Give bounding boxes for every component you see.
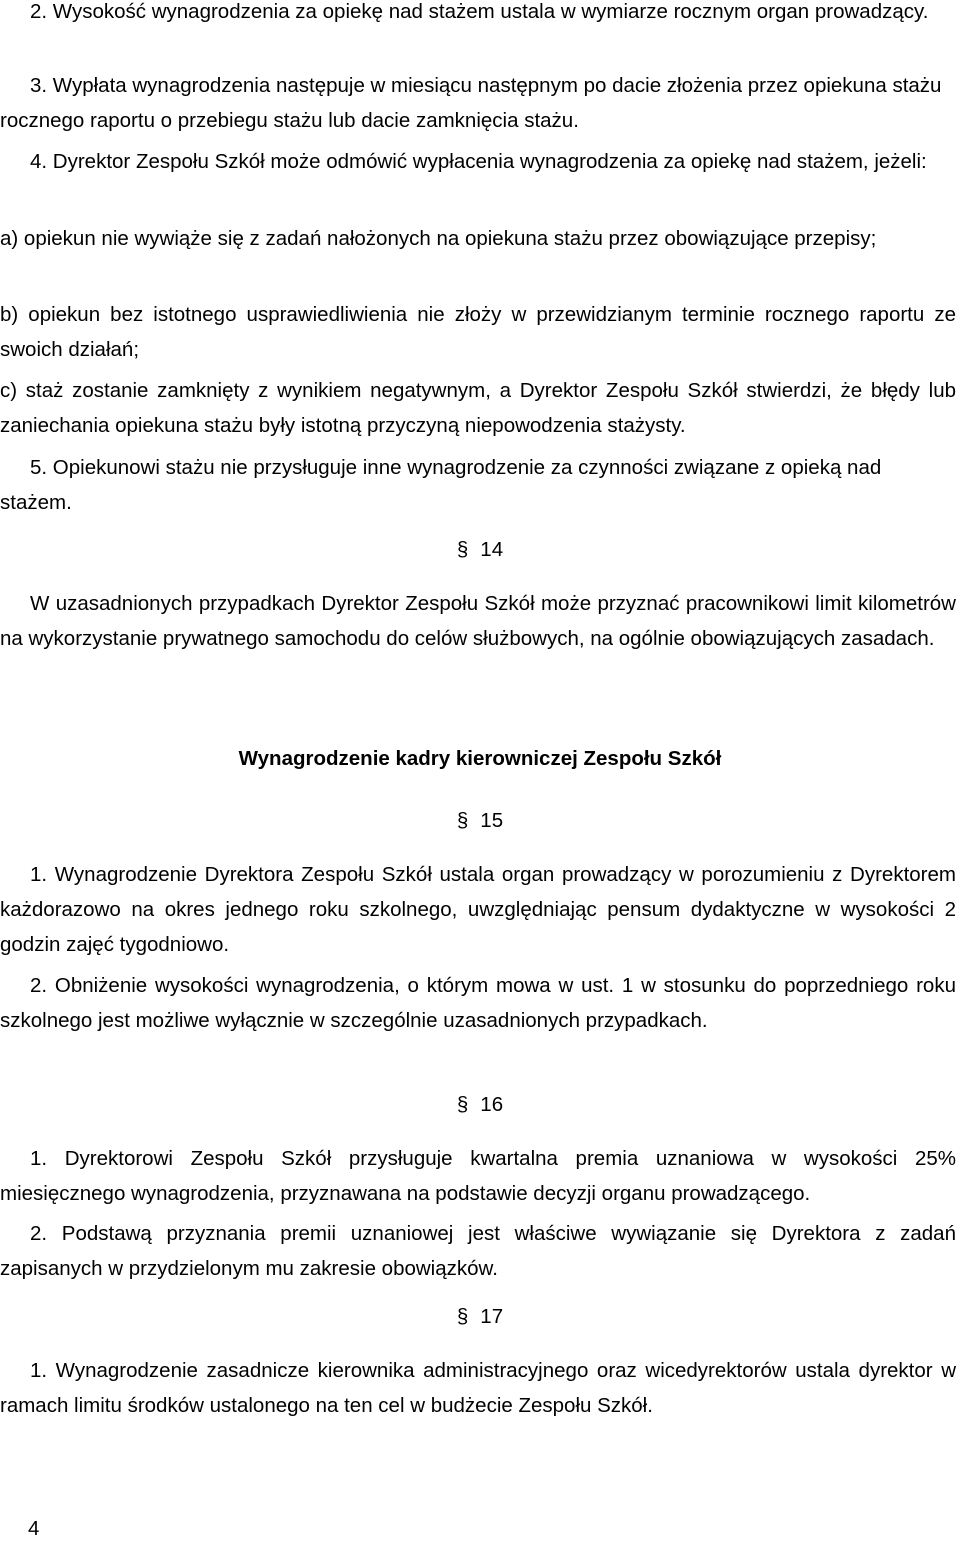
section-16-heading bbox=[0, 1087, 960, 1122]
section-14-text: W uzasadnionych przypadkach Dyrektor Zespołu Szkół może przyznać pracownikowi limit kilometrów na wykorzystanie prywatnego samochodu do celów służbowych, na ogólnie obowiązujących zasadach. bbox=[0, 592, 956, 650]
section-symbol: § bbox=[456, 538, 469, 561]
chapter-heading: Wynagrodzenie kadry kierowniczej Zespołu Szkół bbox=[238, 747, 722, 770]
section-number: 15 bbox=[480, 809, 504, 832]
paragraph-4c: c) staż zostanie zamknięty z wynikiem negatywnym, a Dyrektor Zespołu Szkół stwierdzi, że błędy lub zaniechania opiekuna stażu były istotną przyczyną niepowodzenia stażysty. bbox=[0, 379, 956, 437]
section-16-item-2: 2. Podstawą przyznania premii uznaniowej jest właściwe wywiązanie się Dyrektora z zadań zapisanych w przydzielonym mu zakresie obowiązków. bbox=[0, 1222, 956, 1280]
paragraph-3: 3. Wypłata wynagrodzenia następuje w miesiącu następnym po dacie złożenia przez opiekuna stażu rocznego raportu o przebiegu stażu lub dacie zamknięcia stażu. bbox=[0, 74, 942, 132]
section-15-item-2: 2. Obniżenie wysokości wynagrodzenia, o którym mowa w ust. 1 w stosunku do poprzedniego roku szkolnego jest możliwe wyłącznie w szczególnie uzasadnionych przypadkach. bbox=[0, 974, 956, 1032]
paragraph-2: 2. Wysokość wynagrodzenia za opiekę nad stażem ustala w wymiarze rocznym organ prowadzący. bbox=[30, 0, 929, 23]
section-number: 16 bbox=[480, 1093, 504, 1116]
paragraph-5: 5. Opiekunowi stażu nie przysługuje inne wynagrodzenie za czynności związane z opieką nad stażem. bbox=[0, 456, 882, 514]
page-number: 4 bbox=[28, 1517, 40, 1540]
section-15-heading bbox=[0, 803, 960, 838]
section-17-item-1: 1. Wynagrodzenie zasadnicze kierownika administracyjnego oraz wicedyrektorów ustala dyrektor w ramach limitu środków ustalonego na ten cel w budżecie Zespołu Szkół. bbox=[0, 1359, 956, 1417]
section-17-heading bbox=[0, 1299, 960, 1334]
paragraph-4: 4. Dyrektor Zespołu Szkół może odmówić wypłacenia wynagrodzenia za opiekę nad stażem, jeżeli: bbox=[30, 150, 927, 173]
paragraph-4b: b) opiekun bez istotnego usprawiedliwienia nie złoży w przewidzianym terminie rocznego raportu ze swoich działań; bbox=[0, 303, 956, 361]
section-15-item-1: 1. Wynagrodzenie Dyrektora Zespołu Szkół ustala organ prowadzący w porozumieniu z Dyrektorem każdorazowo na okres jednego roku szkolnego, uwzględniając pensum dydaktyczne w wysokości 2 godzin zajęć tygodniowo. bbox=[0, 863, 956, 956]
section-symbol: § bbox=[456, 809, 469, 832]
section-symbol: § bbox=[456, 1093, 469, 1116]
paragraph-4a: a) opiekun nie wywiąże się z zadań nałożonych na opiekuna stażu przez obowiązujące przepisy; bbox=[0, 227, 877, 250]
section-number: 14 bbox=[480, 538, 504, 561]
section-symbol: § bbox=[456, 1305, 469, 1328]
section-16-item-1: 1. Dyrektorowi Zespołu Szkół przysługuje kwartalna premia uznaniowa w wysokości 25% miesięcznego wynagrodzenia, przyznawana na podstawie decyzji organu prowadzącego. bbox=[0, 1147, 956, 1205]
section-14-heading bbox=[0, 532, 960, 567]
section-number: 17 bbox=[480, 1305, 504, 1328]
